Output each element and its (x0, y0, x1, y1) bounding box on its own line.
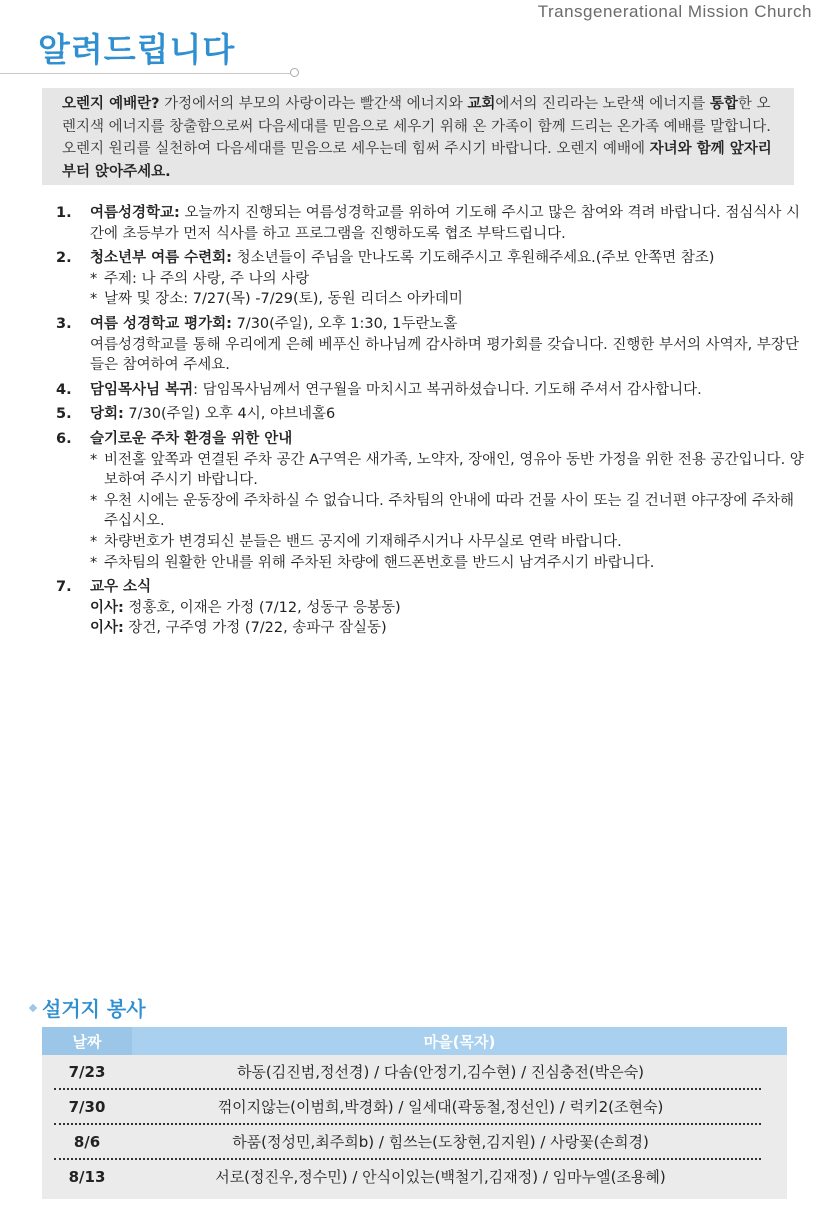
subitem-text: 우천 시에는 운동장에 주차하실 수 없습니다. 주차팀의 안내에 따라 건물 사이 또는 길 건너편 야구장에 주차해 주십시오. (104, 492, 795, 530)
notice-item (56, 314, 808, 376)
subitem-text: 주차팀의 원활한 안내를 위해 주차된 차량에 핸드폰번호를 반드시 남겨주시기 바랍니다. (104, 554, 655, 571)
intro-text-2: 에서의 진리라는 노란색 에너지를 (495, 96, 710, 112)
notice-text: 7/30(주일) 오후 4시, 야브네홀6 (123, 406, 336, 423)
notice-title: 여름 성경학교 평가회: (90, 315, 232, 332)
notice-title: 교우 소식 (90, 579, 152, 596)
row-groups: 하품(정성민,최주희b) / 힘쓰는(도창현,김지원) / 사랑꽃(손희경) (232, 1133, 649, 1151)
table-row (54, 1125, 761, 1160)
dish-duty-title-text: 설거지 봉사 (42, 997, 146, 1021)
notice-item (56, 248, 808, 310)
notice-subitem (90, 289, 808, 310)
title-divider-dot (290, 68, 299, 77)
notice-text: 7/30(주일), 오후 1:30, 1두란노홀 (231, 315, 458, 332)
intro-text-3: 한 오렌지색 에너지를 창출함으로써 다음세대를 믿음으로 세우기 위해 온 가족이 함께 드리는 온가족 예배를 말합니다. 오렌지 원리를 실천하여 다음세대를 믿음으로 세우는데 힘써 주시기 바랍니다. 오렌지 예배에 (62, 96, 771, 157)
notice-extra-text: 여름성경학교를 통해 우리에게 은혜 베푸신 하나님께 감사하며 평가회를 갖습니다. 진행한 부서의 사역자, 부장단들은 참여하여 주세요. (90, 336, 799, 374)
notice-subitem (90, 491, 808, 532)
row-groups: 꺾이지않는(이범희,박경화) / 일세대(곽동철,정선인) / 럭키2(조현숙) (217, 1098, 664, 1116)
notice-item (56, 380, 808, 401)
row-date: 8/13 (68, 1167, 106, 1186)
notice-number: 2. (56, 250, 72, 267)
intro-closing: 자녀와 함께 앞자리부터 앉아주세요. (62, 141, 772, 180)
notice-number: 7. (56, 579, 72, 596)
orange-worship-intro (42, 88, 794, 185)
move-label: 이사: (90, 599, 124, 616)
notice-title: 슬기로운 주차 환경을 위한 안내 (90, 430, 293, 447)
notice-number: 5. (56, 406, 72, 423)
notice-subitem (90, 450, 808, 491)
row-groups: 서로(정진우,정수민) / 안식이있는(백철기,김재정) / 임마누엘(조용혜) (215, 1168, 666, 1186)
notice-item (56, 577, 808, 639)
bullet-star: * (90, 451, 98, 468)
subitem-text: 날짜 및 장소: 7/27(목) -7/29(토), 동원 리더스 아카데미 (104, 291, 463, 308)
notice-title: 담임목사님 복귀 (90, 381, 194, 398)
notice-text: : 담임목사님께서 연구월을 마치시고 복귀하셨습니다. 기도해 주셔서 감사합니다. (193, 381, 702, 398)
notice-item (56, 404, 808, 425)
bullet-star: * (90, 291, 98, 308)
notice-sublist (90, 450, 808, 574)
notice-list (56, 203, 808, 643)
move-label: 이사: (90, 620, 124, 637)
dish-duty-table (42, 1027, 787, 1199)
notice-number: 3. (56, 315, 72, 332)
subitem-text: 차량번호가 변경되신 분들은 밴드 공지에 기재해주시거나 사무실로 연락 바랍니다. (104, 533, 622, 550)
intro-church: 교회 (467, 96, 496, 112)
table-row (54, 1090, 761, 1125)
row-groups: 하동(김진범,정선경) / 다솜(안정기,김수현) / 진심충전(박은숙) (236, 1063, 645, 1081)
notice-title: 여름성경학교: (90, 205, 180, 221)
page-title: 알려드립니다 (38, 30, 236, 69)
row-date: 7/23 (68, 1062, 106, 1081)
notice-item (56, 203, 808, 244)
move-text: 장건, 구주영 가정 (7/22, 송파구 잠실동) (123, 620, 387, 637)
notice-subitem (90, 553, 808, 574)
table-row (54, 1055, 761, 1090)
subitem-text: 비전홀 앞쪽과 연결된 주차 공간 A구역은 새가족, 노약자, 장애인, 영유아 동반 가정을 위한 전용 공간입니다. 양보하여 주시기 바랍니다. (104, 451, 804, 489)
diamond-icon (29, 1003, 37, 1011)
notice-title: 청소년부 여름 수련회: (90, 250, 232, 267)
notice-subitem (90, 269, 808, 290)
header-groups: 마을(목자) (423, 1032, 496, 1051)
bullet-star: * (90, 270, 98, 287)
bullet-star: * (90, 533, 98, 550)
notice-subitem (90, 532, 808, 553)
title-divider (0, 73, 292, 74)
dish-duty-title (30, 993, 146, 1022)
table-row (54, 1160, 761, 1193)
notice-item (56, 429, 808, 573)
notice-number: 4. (56, 381, 72, 398)
move-text: 정홍호, 이재은 가정 (7/12, 성동구 응봉동) (123, 599, 401, 616)
notice-number: 6. (56, 430, 72, 447)
notice-text: 오늘까지 진행되는 여름성경학교를 위하여 기도해 주시고 많은 참여와 격려 바랍니다. 점심식사 시간에 초등부가 먼저 식사를 하고 프로그램을 진행하도록 협조 부탁드립니다. (90, 205, 801, 242)
intro-unity: 통합 (709, 96, 738, 112)
bullet-star: * (90, 492, 98, 509)
row-date: 7/30 (68, 1097, 106, 1116)
notice-title: 당회: (90, 406, 124, 423)
intro-text-1: 가정에서의 부모의 사랑이라는 빨간색 에너지와 (159, 96, 468, 112)
row-date: 8/6 (73, 1132, 101, 1151)
table-header (42, 1027, 787, 1055)
bullet-star: * (90, 554, 98, 571)
notice-text: 청소년들이 주님을 만나도록 기도해주시고 후원해주세요.(주보 안쪽면 참조) (231, 250, 715, 267)
subitem-text: 주제: 나 주의 사랑, 주 나의 사랑 (104, 270, 310, 287)
notice-number: 1. (56, 205, 72, 221)
church-name: Transgenerational Mission Church (537, 2, 812, 21)
notice-sublist (90, 269, 808, 310)
intro-term: 오렌지 예배란? (62, 96, 160, 112)
header-date: 날짜 (42, 1027, 132, 1055)
